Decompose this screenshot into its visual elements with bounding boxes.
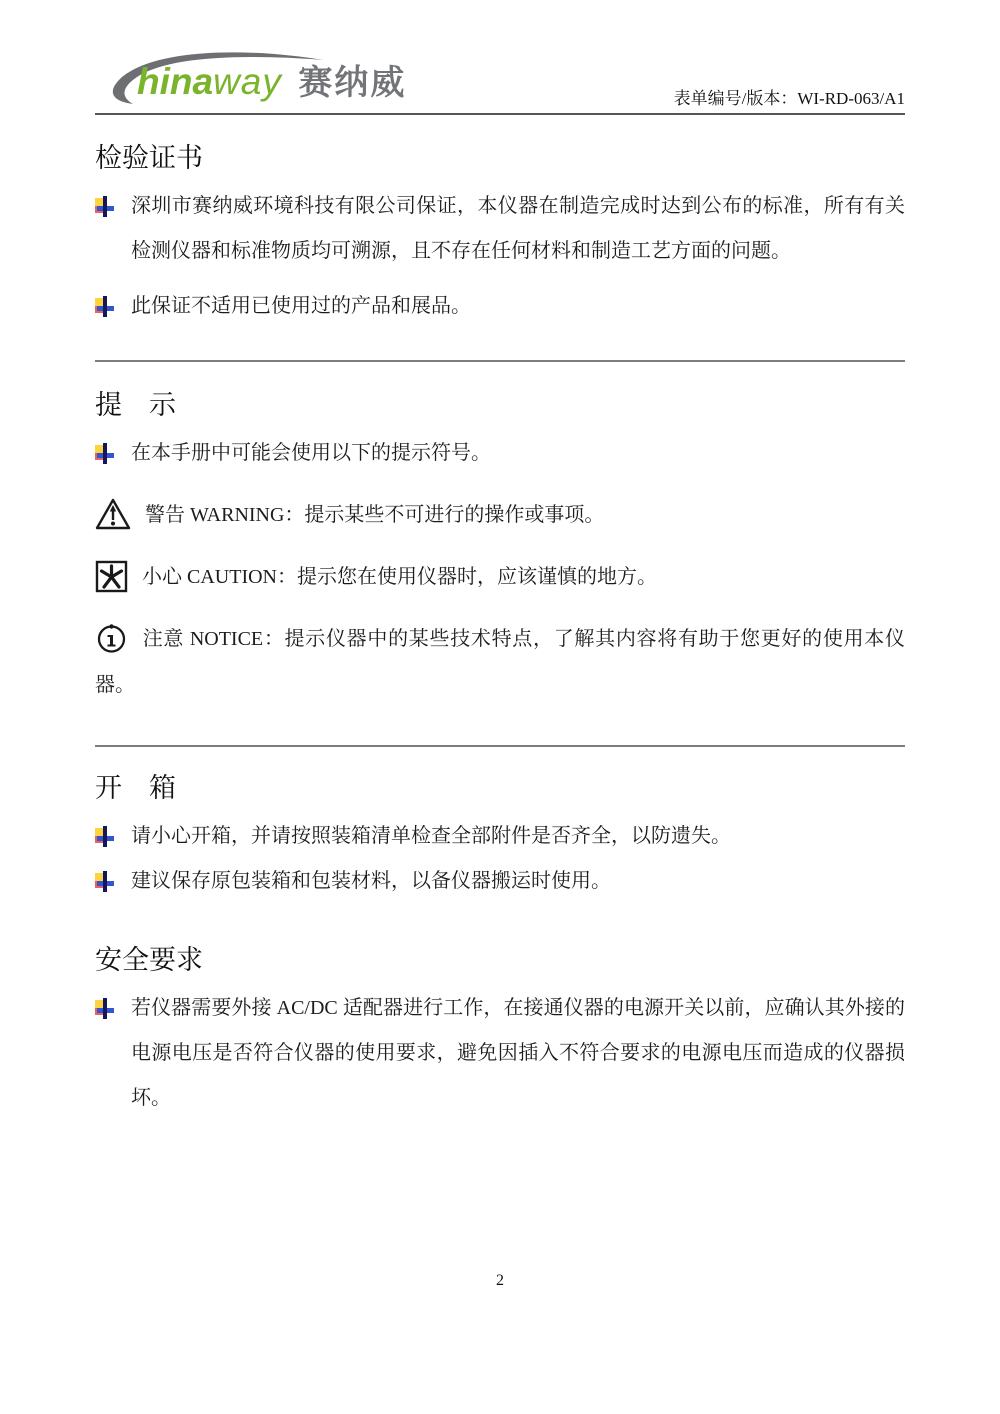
unboxing-item-1 bbox=[95, 814, 905, 859]
safety-item-1-text: 若仪器需要外接 AC/DC 适配器进行工作，在接通仪器的电源开关以前，应确认其外接的电源电压是否符合仪器的使用要求，避免因插入不符合要求的电源电压而造成的仪器损坏。 bbox=[131, 997, 905, 1109]
unboxing-item-1-text: 请小心开箱，并请按照装箱清单检查全部附件是否齐全，以防遗失。 bbox=[131, 825, 731, 847]
section-title-safety: 安全要求 bbox=[95, 945, 203, 975]
certificate-item-1 bbox=[95, 184, 905, 274]
certificate-item-1-text: 深圳市赛纳威环境科技有限公司保证，本仪器在制造完成时达到公布的标准，所有有关检测仪器和标准物质均可溯源，且不存在任何材料和制造工艺方面的问题。 bbox=[131, 195, 905, 262]
flower-bullet-icon bbox=[95, 296, 115, 318]
safety-item-1 bbox=[95, 986, 905, 1121]
flower-bullet-icon bbox=[95, 871, 115, 893]
caution-line bbox=[95, 554, 905, 600]
certificate-item-2-text: 此保证不适用已使用过的产品和展品。 bbox=[131, 295, 471, 317]
caution-text: 小心 CAUTION：提示您在使用仪器时，应该谨慎的地方。 bbox=[142, 566, 657, 588]
notice-info-icon bbox=[95, 622, 128, 655]
warning-text: 警告 WARNING：提示某些不可进行的操作或事项。 bbox=[145, 504, 605, 526]
tips-intro bbox=[95, 431, 905, 476]
tips-intro-text: 在本手册中可能会使用以下的提示符号。 bbox=[131, 442, 491, 464]
doc-number: 表单编号/版本：WI-RD-063/A1 bbox=[673, 89, 905, 108]
section-tips bbox=[95, 387, 905, 708]
brand-logo bbox=[95, 50, 406, 110]
section-unboxing bbox=[95, 770, 905, 904]
unboxing-item-2 bbox=[95, 859, 905, 904]
section-safety bbox=[95, 942, 905, 1121]
flower-bullet-icon bbox=[95, 196, 115, 218]
flower-bullet-icon bbox=[95, 826, 115, 848]
flower-bullet-icon bbox=[95, 998, 115, 1020]
logo-text-cjk: 赛纳威 bbox=[298, 64, 407, 102]
logo-text-latin-bold: hina bbox=[137, 61, 214, 102]
page-number: 2 bbox=[496, 1272, 504, 1289]
logo-text-latin-light: way bbox=[213, 61, 282, 102]
section-title-unboxing: 开 箱 bbox=[95, 773, 176, 803]
section-divider bbox=[95, 360, 905, 362]
notice-text: 注意 NOTICE：提示仪器中的某些技术特点，了解其内容将有助于您更好的使用本仪器。 bbox=[95, 628, 905, 696]
unboxing-item-2-text: 建议保存原包装箱和包装材料，以备仪器搬运时使用。 bbox=[131, 870, 611, 892]
section-divider bbox=[95, 745, 905, 747]
warning-triangle-icon bbox=[95, 497, 131, 531]
section-inspection-certificate bbox=[95, 140, 905, 329]
warning-line bbox=[95, 492, 905, 538]
section-title-certificate: 检验证书 bbox=[95, 143, 203, 173]
flower-bullet-icon bbox=[95, 443, 115, 465]
section-title-tips: 提 示 bbox=[95, 390, 176, 420]
notice-line bbox=[95, 616, 905, 708]
caution-asterisk-icon bbox=[95, 560, 128, 593]
certificate-item-2 bbox=[95, 284, 905, 329]
page-header bbox=[95, 52, 905, 115]
